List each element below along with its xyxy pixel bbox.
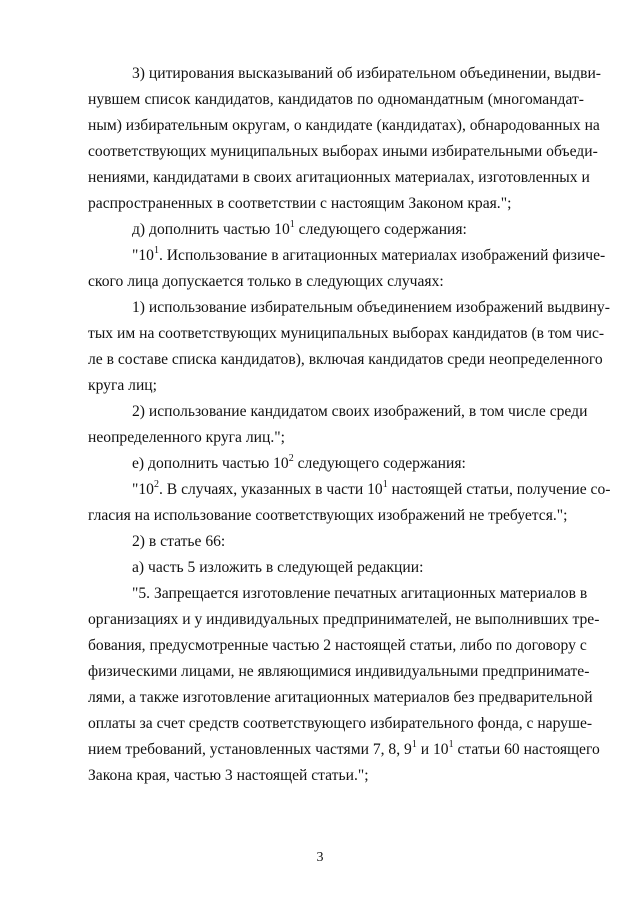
text-line: оплаты за счет средств соответствующего избирательного фонда, с наруше-	[88, 715, 593, 732]
text-segment: следующего содержания:	[293, 455, 466, 472]
text-line: ле в составе списка кандидатов), включая кандидатов среди неопределенного	[88, 351, 603, 368]
superscript: 2	[288, 452, 294, 464]
text-segment: . Использование в агитационных материалах изображений физиче-	[158, 247, 606, 264]
text-segment: е) дополнить частью 10	[132, 455, 289, 472]
text-segment: нием требований, установленных частями 7, 8, 9	[88, 741, 412, 758]
text-line: неопределенного круга лиц.";	[88, 429, 285, 446]
text-line: соответствующих муниципальных выборах иными избирательными объеди-	[88, 143, 598, 160]
text-line: 2) использование кандидатом своих изображений, в том числе среди	[132, 403, 588, 420]
text-segment: "10	[132, 247, 154, 264]
text-line: круга лиц;	[88, 377, 157, 394]
text-line: 3) цитирования высказываний об избирательном объединении, выдви-	[132, 65, 601, 82]
text-line	[88, 738, 600, 760]
text-line: бования, предусмотренные частью 2 настоящей статьи, либо по договору с	[88, 637, 587, 654]
superscript: 1	[411, 738, 417, 750]
text-line: гласия на использование соответствующих изображений не требуется.";	[88, 507, 568, 524]
superscript: 1	[153, 244, 159, 256]
text-segment: и 10	[416, 741, 449, 758]
text-line: организациях и у индивидуальных предпринимателей, не выполнивших тре-	[88, 611, 600, 628]
text-segment: настоящей статьи, получение со-	[387, 481, 611, 498]
text-segment: . В случаях, указанных в части 10	[158, 481, 383, 498]
text-line	[132, 454, 466, 474]
text-line: 1) использование избирательным объединением изображений выдвину-	[132, 299, 610, 316]
text-line: физическими лицами, не являющимися индивидуальными предпринимате-	[88, 663, 590, 680]
text-line: лями, а также изготовление агитационных материалов без предварительной	[88, 689, 593, 706]
superscript: 1	[382, 478, 388, 490]
superscript: 2	[153, 478, 159, 490]
superscript: 1	[289, 218, 295, 230]
text-line	[132, 220, 467, 240]
text-segment: следующего содержания:	[294, 221, 467, 238]
page-number: 3	[316, 850, 324, 865]
text-line: а) часть 5 изложить в следующей редакции:	[132, 559, 424, 576]
text-line: тых им на соответствующих муниципальных выборах кандидатов (в том чис-	[88, 325, 605, 342]
text-segment: статьи 60 настоящего	[453, 741, 600, 758]
superscript: 1	[448, 738, 454, 750]
text-line: ным) избирательным округам, о кандидате (кандидатах), обнародованных на	[88, 117, 600, 134]
text-line: 2) в статье 66:	[132, 533, 226, 550]
text-segment: "10	[132, 481, 154, 498]
text-line: распространенных в соответствии с настоящим Законом края.";	[88, 195, 512, 212]
text-line: Закона края, частью 3 настоящей статьи.";	[88, 767, 369, 784]
text-line: нениями, кандидатами в своих агитационных материалах, изготовленных и	[88, 169, 590, 186]
text-line: "5. Запрещается изготовление печатных агитационных материалов в	[132, 585, 588, 602]
text-line: ского лица допускается только в следующих случаях:	[88, 273, 444, 290]
text-line	[132, 478, 611, 500]
text-line: нувшем список кандидатов, кандидатов по одномандатным (многомандат-	[88, 91, 584, 108]
text-line	[132, 244, 606, 266]
text-segment: д) дополнить частью 10	[132, 221, 290, 238]
